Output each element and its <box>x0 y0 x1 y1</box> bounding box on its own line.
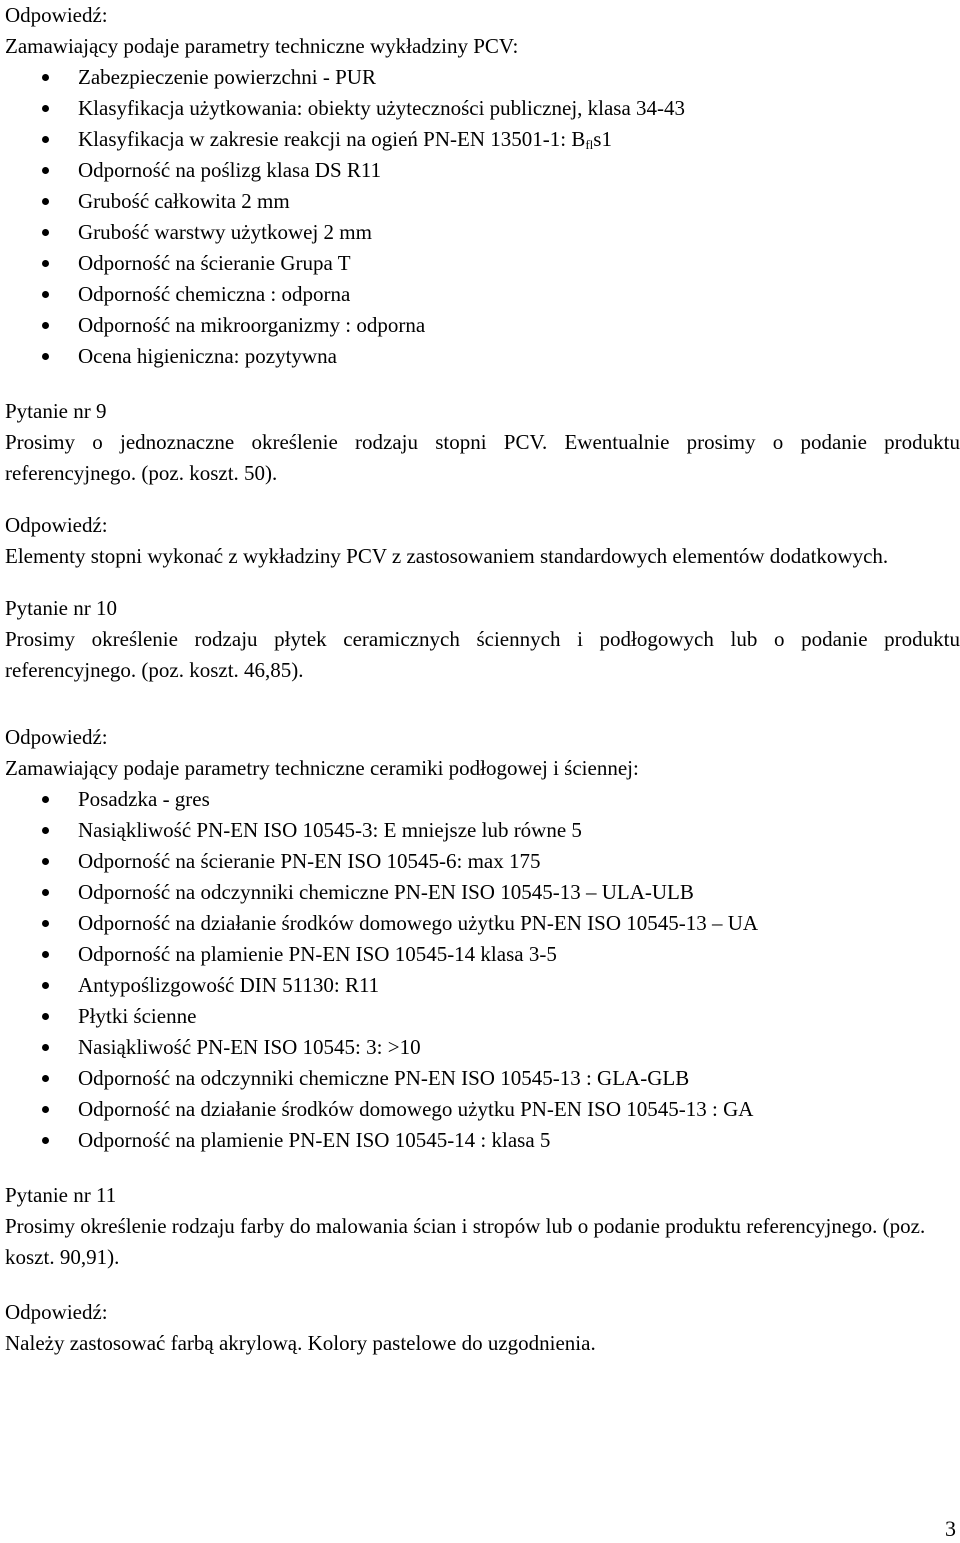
list-item: Płytki ścienne <box>5 1001 960 1032</box>
list-item: Odporność na działanie środków domowego użytku PN-EN ISO 10545-13 – UA <box>5 908 960 939</box>
list-item: Ocena higieniczna: pozytywna <box>5 341 960 372</box>
answer-label: Odpowiedź: <box>5 1300 108 1324</box>
list-item: Odporność na ścieranie Grupa T <box>5 248 960 279</box>
answer-text: Elementy stopni wykonać z wykładziny PCV z zastosowaniem standardowych elementów dodatkowych. <box>5 544 889 568</box>
list-item: Posadzka - gres <box>5 784 960 815</box>
list-item: Odporność na plamienie PN-EN ISO 10545-14 klasa 3-5 <box>5 939 960 970</box>
list-item: Odporność na poślizg klasa DS R11 <box>5 155 960 186</box>
question-text: Prosimy o jednoznaczne określenie rodzaju stopni PCV. Ewentualnie prosimy o podanie produktu referencyjnego. (poz. koszt. 50). <box>5 430 960 485</box>
pvc-parameters-list <box>5 62 960 372</box>
answer-label: Odpowiedź: <box>5 725 108 749</box>
answer-text: Należy zastosować farbą akrylową. Kolory pastelowe do uzgodnienia. <box>5 1331 596 1355</box>
list-item: Odporność na odczynniki chemiczne PN-EN ISO 10545-13 : GLA-GLB <box>5 1063 960 1094</box>
list-item: Odporność na ścieranie PN-EN ISO 10545-6: max 175 <box>5 846 960 877</box>
question-title: Pytanie nr 10 <box>5 596 117 620</box>
question-text: Prosimy określenie rodzaju farby do malowania ścian i stropów lub o podanie produktu referencyjnego. (poz. koszt. 90,91). <box>5 1214 926 1269</box>
list-item: Nasiąkliwość PN-EN ISO 10545: 3: >10 <box>5 1032 960 1063</box>
list-item: Klasyfikacja użytkowania: obiekty użyteczności publicznej, klasa 34-43 <box>5 93 960 124</box>
list-item-text: Klasyfikacja w zakresie reakcji na ogień PN-EN 13501-1: B <box>78 127 586 151</box>
list-item: Odporność chemiczna : odporna <box>5 279 960 310</box>
page-number: 3 <box>945 1516 956 1541</box>
answer-label: Odpowiedź: <box>5 3 108 27</box>
pvc-parameters-intro: Zamawiający podaje parametry techniczne wykładziny PCV: <box>5 34 519 58</box>
answer-label: Odpowiedź: <box>5 513 108 537</box>
list-item: Odporność na odczynniki chemiczne PN-EN ISO 10545-13 – ULA-ULB <box>5 877 960 908</box>
list-item <box>5 124 960 155</box>
list-item: Odporność na mikroorganizmy : odporna <box>5 310 960 341</box>
fire-class-suffix: s1 <box>593 127 612 151</box>
ceramic-parameters-intro: Zamawiający podaje parametry techniczne ceramiki podłogowej i ściennej: <box>5 756 639 780</box>
list-item: Zabezpieczenie powierzchni - PUR <box>5 62 960 93</box>
fire-class-subscript: fl <box>585 137 594 152</box>
list-item: Nasiąkliwość PN-EN ISO 10545-3: E mniejsze lub równe 5 <box>5 815 960 846</box>
ceramic-parameters-list <box>5 784 960 1156</box>
question-title: Pytanie nr 9 <box>5 399 107 423</box>
list-item: Grubość warstwy użytkowej 2 mm <box>5 217 960 248</box>
list-item: Odporność na plamienie PN-EN ISO 10545-14 : klasa 5 <box>5 1125 960 1156</box>
list-item: Antypoślizgowość DIN 51130: R11 <box>5 970 960 1001</box>
question-title: Pytanie nr 11 <box>5 1183 117 1207</box>
question-text: Prosimy określenie rodzaju płytek ceramicznych ściennych i podłogowych lub o podanie produktu referencyjnego. (poz. koszt. 46,85). <box>5 627 960 682</box>
list-item: Grubość całkowita 2 mm <box>5 186 960 217</box>
list-item: Odporność na działanie środków domowego użytku PN-EN ISO 10545-13 : GA <box>5 1094 960 1125</box>
